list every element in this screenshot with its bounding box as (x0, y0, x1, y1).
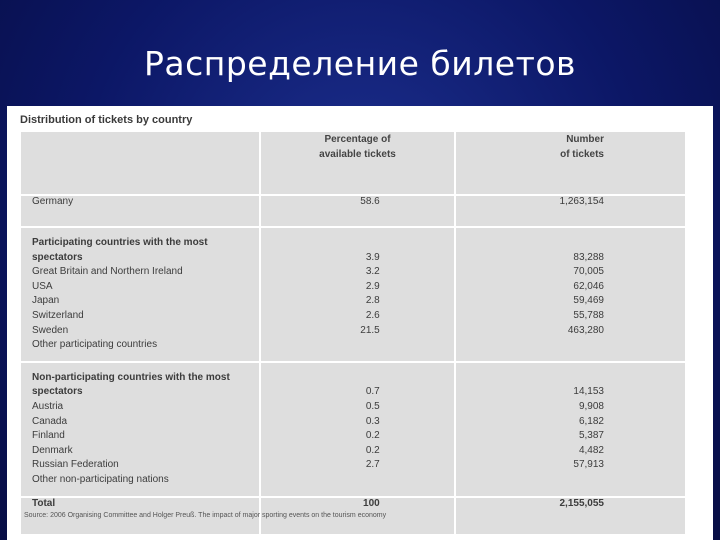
participating-percentages (260, 227, 454, 362)
percentage-value: 2.7 (365, 459, 380, 471)
number-value: 59,469 (573, 295, 604, 307)
tickets-table (21, 132, 685, 534)
list-item: USA (32, 280, 53, 292)
slide-title: Распределение билетов (144, 44, 576, 83)
percentage-value: 2.9 (365, 280, 380, 292)
header-percentage (260, 132, 454, 195)
list-item: Canada (32, 415, 68, 427)
list-item: Austria (32, 400, 64, 412)
percentage-value: 0.7 (365, 386, 380, 398)
list-item: Sweden (32, 324, 69, 336)
number-value: 6,182 (578, 415, 604, 427)
germany-label: Germany (21, 195, 260, 227)
participating-group (21, 227, 685, 362)
total-percentage: 100 (260, 497, 454, 534)
list-item: Russian Federation (32, 459, 119, 471)
non-participating-countries (21, 362, 260, 497)
percentage-value: 0.2 (365, 430, 380, 442)
percentage-value: 0.2 (365, 444, 380, 456)
header-percentage-line2: available tickets (319, 149, 396, 160)
non-participating-percentages (260, 362, 454, 497)
non-participating-heading: Non-participating countries with the most spectators (32, 371, 230, 398)
number-value: 57,913 (573, 459, 604, 471)
number-value: 9,908 (578, 400, 604, 412)
list-item: Finland (32, 430, 65, 442)
list-item: Switzerland (32, 309, 84, 321)
percentage-value: 2.6 (365, 309, 380, 321)
germany-percentage: 58.6 (260, 195, 454, 227)
germany-number: 1,263,154 (455, 195, 685, 227)
header-number (455, 132, 685, 195)
number-value: 5,387 (578, 430, 604, 442)
total-number: 2,155,055 (455, 497, 685, 534)
header-percentage-line1: Percentage of (324, 134, 391, 145)
number-value: 463,280 (567, 324, 604, 336)
percentage-value: 3.9 (365, 251, 380, 263)
number-value: 70,005 (573, 266, 604, 278)
header-country (21, 132, 260, 195)
list-item: Other non-participating nations (32, 473, 169, 485)
participating-heading: Participating countries with the most spectators (32, 237, 208, 263)
table-header-row (21, 132, 685, 195)
germany-row (21, 195, 685, 227)
number-value: 4,482 (578, 444, 604, 456)
number-value: 62,046 (573, 280, 604, 292)
total-label: Total (21, 497, 260, 534)
non-participating-numbers (455, 362, 685, 497)
percentage-value: 21.5 (360, 324, 380, 336)
table-title: Distribution of tickets by country (20, 114, 193, 126)
number-value: 55,788 (573, 309, 604, 321)
non-participating-group (21, 362, 685, 497)
list-item: Other participating countries (32, 339, 158, 351)
document-image (7, 106, 713, 540)
list-item: Japan (32, 295, 60, 307)
header-number-line2: of tickets (560, 149, 604, 160)
participating-countries (21, 227, 260, 362)
number-value: 83,288 (573, 251, 604, 263)
number-value: 14,153 (573, 386, 604, 398)
list-item: Denmark (32, 444, 73, 456)
participating-numbers (455, 227, 685, 362)
percentage-value: 3.2 (365, 266, 380, 278)
header-number-line1: Number (566, 134, 604, 145)
source-note: Source: 2006 Organising Committee and Holger Preuß. The impact of major sporting events on the tourism economy (24, 512, 387, 519)
percentage-value: 0.5 (365, 400, 380, 412)
percentage-value: 0.3 (365, 415, 380, 427)
list-item: Great Britain and Northern Ireland (32, 266, 183, 278)
percentage-value: 2.8 (365, 295, 380, 307)
